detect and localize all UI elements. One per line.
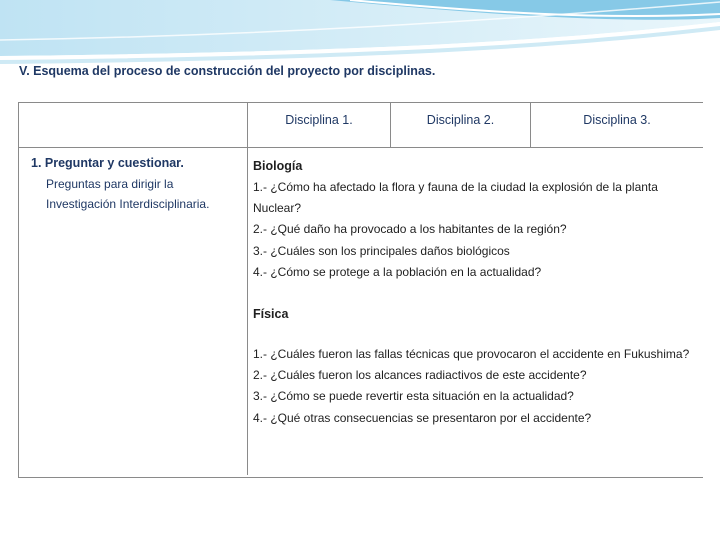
column-header-2: Disciplina 2. xyxy=(426,113,495,127)
discipline-table xyxy=(18,102,703,478)
question-line: 3.- ¿Cómo se puede revertir esta situación en la actualidad? xyxy=(253,389,574,404)
question-line: 2.- ¿Cuáles fueron los alcances radiactivos de este accidente? xyxy=(253,368,587,383)
header-banner xyxy=(0,0,720,64)
question-line: Nuclear? xyxy=(253,201,302,216)
row-title: 1. Preguntar y cuestionar. xyxy=(31,156,184,170)
column-header-1: Disciplina 1. xyxy=(285,113,353,127)
section-title-fisica: Física xyxy=(253,307,289,322)
section-title-biologia: Biología xyxy=(253,159,303,173)
page-heading: V. Esquema del proceso de construcción del proyecto por disciplinas. xyxy=(19,64,436,78)
question-line: 4.- ¿Cómo se protege a la población en la actualidad? xyxy=(253,264,542,279)
row-subtitle: Preguntas para dirigir la Investigación Interdisciplinaria. xyxy=(46,177,210,211)
column-header-3: Disciplina 3. xyxy=(583,113,651,127)
question-line: 2.- ¿Qué daño ha provocado a los habitantes de la región? xyxy=(253,222,567,237)
question-line: 1.- ¿Cuáles fueron las fallas técnicas que provocaron el accidente en Fukushima? xyxy=(253,347,690,362)
question-line: 1.- ¿Cómo ha afectado la flora y fauna de la ciudad la explosión de la planta xyxy=(253,180,658,194)
question-line: 3.- ¿Cuáles son los principales daños biológicos xyxy=(253,243,510,258)
row-label-cell xyxy=(31,156,246,214)
questions-cell xyxy=(253,156,698,429)
question-line: 4.- ¿Qué otras consecuencias se presentaron por el accidente? xyxy=(253,410,592,425)
